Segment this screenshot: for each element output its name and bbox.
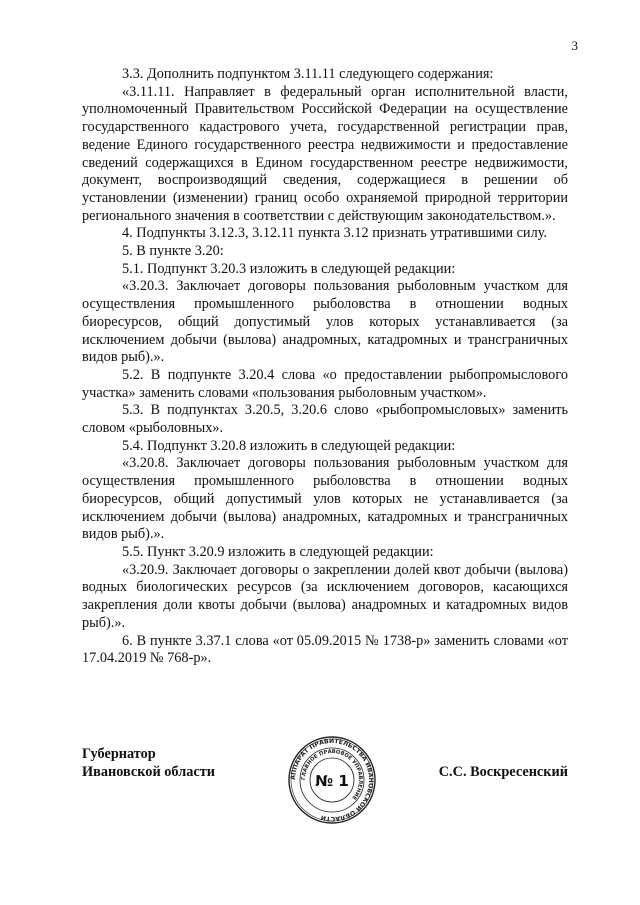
- page-number: 3: [571, 38, 578, 53]
- paragraph: 5. В пункте 3.20:: [122, 243, 224, 260]
- paragraph: 3.3. Дополнить подпунктом 3.11.11 следующего содержания:: [122, 66, 494, 82]
- paragraph: «3.20.3. Заключает договоры пользования рыболовным участком для осуществления промышленного рыболовства в отношении водных биоресурсов, общий допустимый улов которых устанавливается (за исключением добычи (вылова) анадромных, катадромных и трансграничных видов рыб).».: [82, 278, 568, 366]
- paragraph: 6. В пункте 3.37.1 слова «от 05.09.2015 № 1738-р» заменить словами «от 17.04.2019 № 768-р».: [82, 632, 568, 667]
- seal-number: № 1: [315, 772, 349, 790]
- paragraph: 5.5. Пункт 3.20.9 изложить в следующей редакции:: [122, 543, 434, 560]
- paragraph: 5.1. Подпункт 3.20.3 изложить в следующей редакции:: [122, 260, 456, 277]
- paragraph: «3.20.9. Заключает договоры о закреплении долей квот добычи (вылова) водных биологических ресурсов (за исключением договоров, касающихся закрепления доли квоты добычи (вылова) анадромных и катадромных видов рыб).».: [82, 561, 568, 631]
- signatory-name: С.С. Воскресенский: [438, 764, 568, 780]
- seal-outer-text: АППАРАТ ПРАВИТЕЛЬСТВА ИВАНОВСКОЙ ОБЛАСТИ: [289, 737, 375, 823]
- signature-block: [82, 737, 568, 835]
- paragraph: «3.20.8. Заключает договоры пользования рыболовным участком для осуществления промышленного рыболовства в отношении водных биоресурсов, общий допустимый улов которых не устанавливается (за исключением добычи (вылова) анадромных, катадромных и трансграничных видов рыб).».: [82, 455, 568, 543]
- signatory-title-line1: Губернатор: [82, 746, 156, 762]
- paragraph: 4. Подпункты 3.12.3, 3.12.11 пункта 3.12 признать утратившими силу.: [122, 225, 548, 242]
- paragraph: 5.4. Подпункт 3.20.8 изложить в следующей редакции:: [122, 437, 456, 454]
- paragraph: 5.2. В подпункте 3.20.4 слова «о предоставлении рыбопромыслового участка» заменить словами «пользования рыболовным участком».: [82, 366, 568, 401]
- signatory-position: [82, 745, 215, 781]
- signatory-title-line2: Ивановской области: [82, 764, 215, 780]
- seal-inner-text: ГЛАВНОЕ ПРАВОВОЕ УПРАВЛЕНИЕ: [300, 748, 364, 801]
- paragraph: «3.11.11. Направляет в федеральный орган исполнительной власти, уполномоченный Правительством Российской Федерации на осуществление государственного кадастрового учета, государственной регистрации прав, ведение Единого государственного реестра недвижимости и предоставление сведений содержащихся в Едином государственном реестре недвижимости, документ, воспроизводящий сведения, содержащиеся в решении об установлении (изменении) границ особо охраняемой природной территории регионального значения в соответствии с действующим законодательством.».: [82, 83, 568, 224]
- paragraph: 5.3. В подпунктах 3.20.5, 3.20.6 слово «рыбопромысловых» заменить словом «рыболовных».: [82, 402, 568, 437]
- official-seal: [287, 735, 377, 825]
- document-body: [82, 66, 568, 668]
